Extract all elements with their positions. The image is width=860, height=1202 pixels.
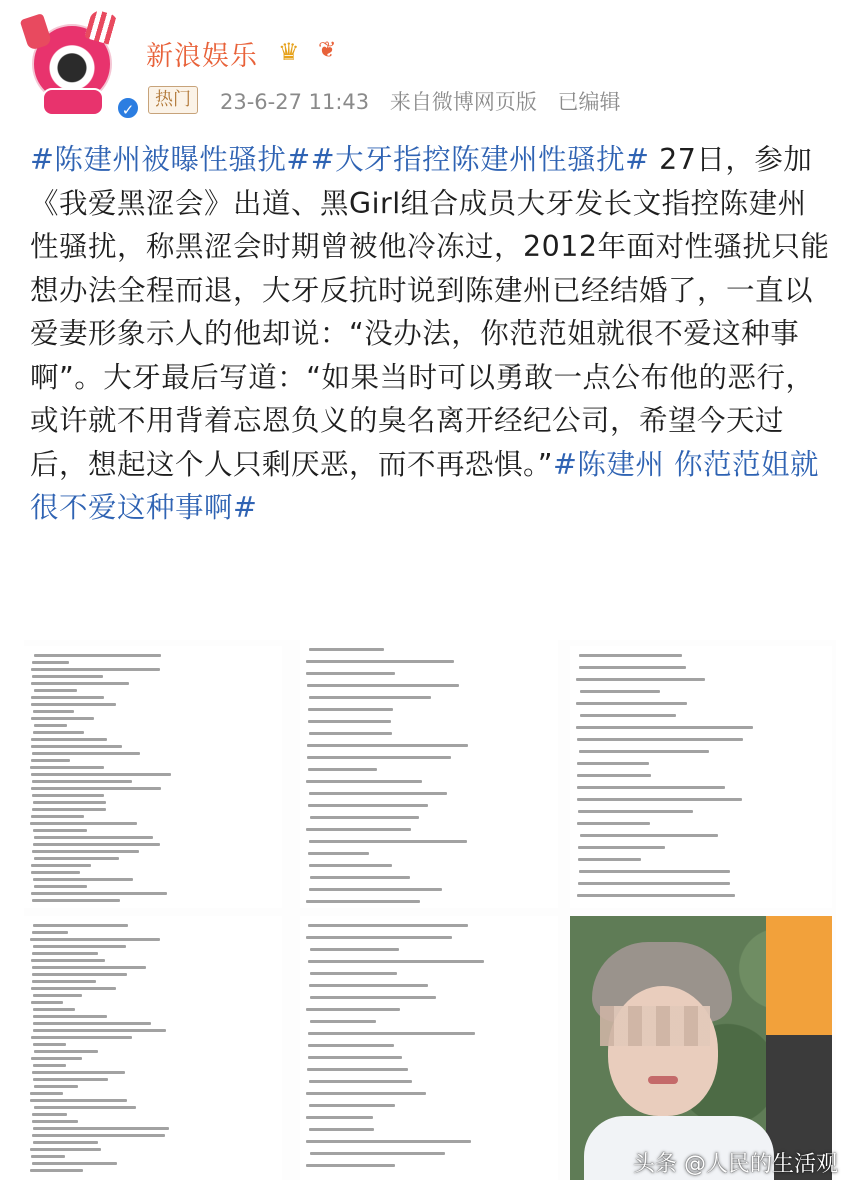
portrait-photo[interactable]: [570, 916, 832, 1180]
text-line: [307, 744, 468, 747]
text-line: [578, 810, 693, 813]
text-line: [32, 1071, 124, 1074]
text-line: [306, 672, 395, 675]
text-line: [30, 822, 136, 825]
lips-shape: [648, 1076, 678, 1084]
text-line: [308, 960, 485, 963]
shrimp-icon[interactable]: ❦: [318, 38, 337, 63]
text-line: [306, 1008, 399, 1011]
text-line: [34, 1085, 78, 1088]
text-line: [310, 1020, 377, 1023]
text-line: [307, 1068, 408, 1071]
text-line: [31, 668, 161, 671]
text-line: [31, 773, 171, 776]
text-line: [33, 731, 84, 734]
text-line: [580, 690, 661, 693]
text-line: [31, 787, 161, 790]
text-line: [32, 808, 106, 811]
text-line: [31, 696, 105, 699]
text-line: [310, 816, 419, 819]
text-line: [33, 710, 74, 713]
text-line: [32, 973, 126, 976]
text-line: [30, 1099, 127, 1102]
text-line: [308, 708, 393, 711]
text-line: [578, 858, 640, 861]
text-line: [32, 780, 131, 783]
text-line: [33, 878, 133, 881]
text-line: [32, 850, 139, 853]
text-line: [309, 732, 392, 735]
text-line: [33, 1078, 108, 1081]
text-line: [308, 768, 377, 771]
text-line: [32, 1162, 117, 1165]
screenshot-image[interactable]: [300, 916, 558, 1180]
text-line: [309, 696, 432, 699]
text-line: [306, 780, 421, 783]
text-line: [576, 702, 687, 705]
text-line: [577, 738, 744, 741]
screenshot-image[interactable]: [570, 646, 832, 908]
text-line: [577, 822, 650, 825]
text-line: [31, 871, 79, 874]
text-line: [310, 948, 399, 951]
hashtag-link[interactable]: #陈建州被曝性骚扰#: [30, 143, 311, 176]
text-line: [308, 720, 390, 723]
text-line: [31, 738, 107, 741]
text-line: [306, 1164, 395, 1167]
text-line: [308, 804, 429, 807]
text-line: [309, 1128, 374, 1131]
text-line: [308, 1056, 402, 1059]
text-line: [32, 966, 146, 969]
text-line: [30, 1169, 83, 1172]
post-timestamp: 23-6-27 11:43: [220, 90, 370, 114]
text-line: [32, 952, 98, 955]
text-line: [33, 1029, 166, 1032]
avatar[interactable]: [24, 10, 135, 119]
text-line: [310, 876, 410, 879]
text-line: [578, 882, 730, 885]
text-line: [578, 846, 665, 849]
text-line: [309, 792, 447, 795]
text-line: [31, 864, 91, 867]
text-line: [33, 801, 106, 804]
text-line: [32, 752, 140, 755]
text-line: [576, 678, 705, 681]
text-line: [306, 660, 454, 663]
text-line: [33, 994, 81, 997]
post-text: [30, 138, 830, 530]
text-line: [34, 1050, 98, 1053]
hashtag-link[interactable]: #大牙指控陈建州性骚扰#: [310, 143, 650, 176]
text-line: [31, 1001, 62, 1004]
text-line: [308, 1032, 475, 1035]
text-line: [30, 1148, 101, 1151]
image-grid: [24, 640, 836, 1180]
text-line: [33, 1043, 66, 1046]
text-line: [33, 1022, 151, 1025]
text-line: [33, 1015, 108, 1018]
text-line: [308, 852, 369, 855]
text-line: [309, 888, 441, 891]
text-line: [32, 661, 70, 664]
text-line: [308, 924, 468, 927]
text-line: [33, 829, 87, 832]
text-line: [33, 843, 159, 846]
text-line: [309, 648, 384, 651]
text-line: [577, 786, 725, 789]
text-line: [307, 684, 459, 687]
screenshot-image[interactable]: [24, 916, 282, 1180]
text-line: [306, 900, 420, 903]
text-line: [579, 750, 709, 753]
text-line: [34, 689, 77, 692]
text-line: [33, 1141, 99, 1144]
account-name[interactable]: 新浪娱乐: [146, 41, 258, 72]
post-body: 27日，参加《我爱黑涩会》出道、黑Girl组合成员大牙发长文指控陈建州性骚扰，称黑涩会时期曾被他冷冻过，2012年面对性骚扰只能想办法全程而退，大牙反抗时说到陈建州已经结婚了，一直以爱妻形象示人的他却说：“没办法，你范范姐就很不爱这种事啊”。大牙最后写道：“如果当时可以勇敢一点公布他的恶行，或许就不用背着忘恩负义的臭名离开经纪公司，希望今天过后，想起这个人只剩厌恶，而不再恐惧。”: [30, 143, 830, 481]
text-line: [30, 1092, 63, 1095]
text-line: [309, 1104, 396, 1107]
text-line: [32, 931, 68, 934]
text-line: [34, 654, 162, 657]
text-line: [576, 726, 753, 729]
text-line: [34, 724, 67, 727]
text-line: [34, 1106, 137, 1109]
watermark: 头条 @人民的生活观: [633, 1152, 838, 1177]
screenshot-image[interactable]: [300, 640, 558, 908]
hot-badge: 热门: [148, 86, 198, 114]
text-line: [308, 1044, 393, 1047]
text-line: [579, 870, 729, 873]
text-line: [33, 1064, 66, 1067]
text-line: [32, 675, 103, 678]
text-line: [32, 1113, 67, 1116]
text-line: [31, 745, 122, 748]
text-line: [30, 766, 104, 769]
text-line: [34, 885, 88, 888]
post-source[interactable]: 来自微博网页版: [389, 90, 537, 114]
text-line: [34, 836, 153, 839]
text-line: [579, 666, 686, 669]
screenshot-image[interactable]: [24, 646, 282, 908]
text-line: [306, 828, 410, 831]
edited-label[interactable]: 已编辑: [557, 90, 621, 114]
text-line: [31, 987, 116, 990]
text-line: [31, 1036, 131, 1039]
text-line: [306, 1140, 471, 1143]
text-line: [577, 894, 735, 897]
verified-icon: ✓: [116, 96, 140, 120]
text-line: [31, 1057, 82, 1060]
text-line: [33, 924, 129, 927]
text-line: [33, 1008, 75, 1011]
text-line: [31, 682, 129, 685]
text-line: [32, 899, 121, 902]
text-line: [310, 972, 397, 975]
text-line: [577, 774, 652, 777]
text-line: [33, 1127, 169, 1130]
mosaic-blur: [600, 1006, 710, 1046]
text-line: [32, 1134, 165, 1137]
text-line: [30, 938, 160, 941]
crown-icon[interactable]: ♛: [278, 38, 300, 66]
text-line: [32, 980, 97, 983]
text-line: [577, 762, 649, 765]
text-line: [31, 717, 94, 720]
text-line: [32, 794, 105, 797]
text-line: [310, 1152, 445, 1155]
avatar-tag-icon: [42, 88, 104, 116]
post-header: [0, 0, 860, 130]
text-line: [309, 1080, 412, 1083]
text-line: [309, 864, 392, 867]
text-line: [306, 1116, 372, 1119]
text-line: [31, 892, 166, 895]
text-line: [32, 1120, 77, 1123]
text-line: [306, 1092, 426, 1095]
text-line: [31, 1155, 65, 1158]
text-line: [31, 703, 116, 706]
text-line: [310, 996, 436, 999]
text-line: [309, 840, 467, 843]
text-line: [31, 759, 70, 762]
text-line: [34, 857, 119, 860]
text-line: [306, 936, 452, 939]
text-line: [580, 834, 718, 837]
text-line: [33, 945, 126, 948]
text-line: [580, 714, 676, 717]
background-wall: [766, 916, 832, 1180]
text-line: [577, 798, 743, 801]
text-line: [309, 984, 427, 987]
text-line: [31, 959, 104, 962]
post-meta: [220, 86, 635, 116]
hashtag-link[interactable]: #陈建州 你范范姐就很不爱这种事啊#: [30, 447, 819, 524]
text-line: [579, 654, 682, 657]
text-line: [31, 815, 85, 818]
text-line: [307, 756, 451, 759]
